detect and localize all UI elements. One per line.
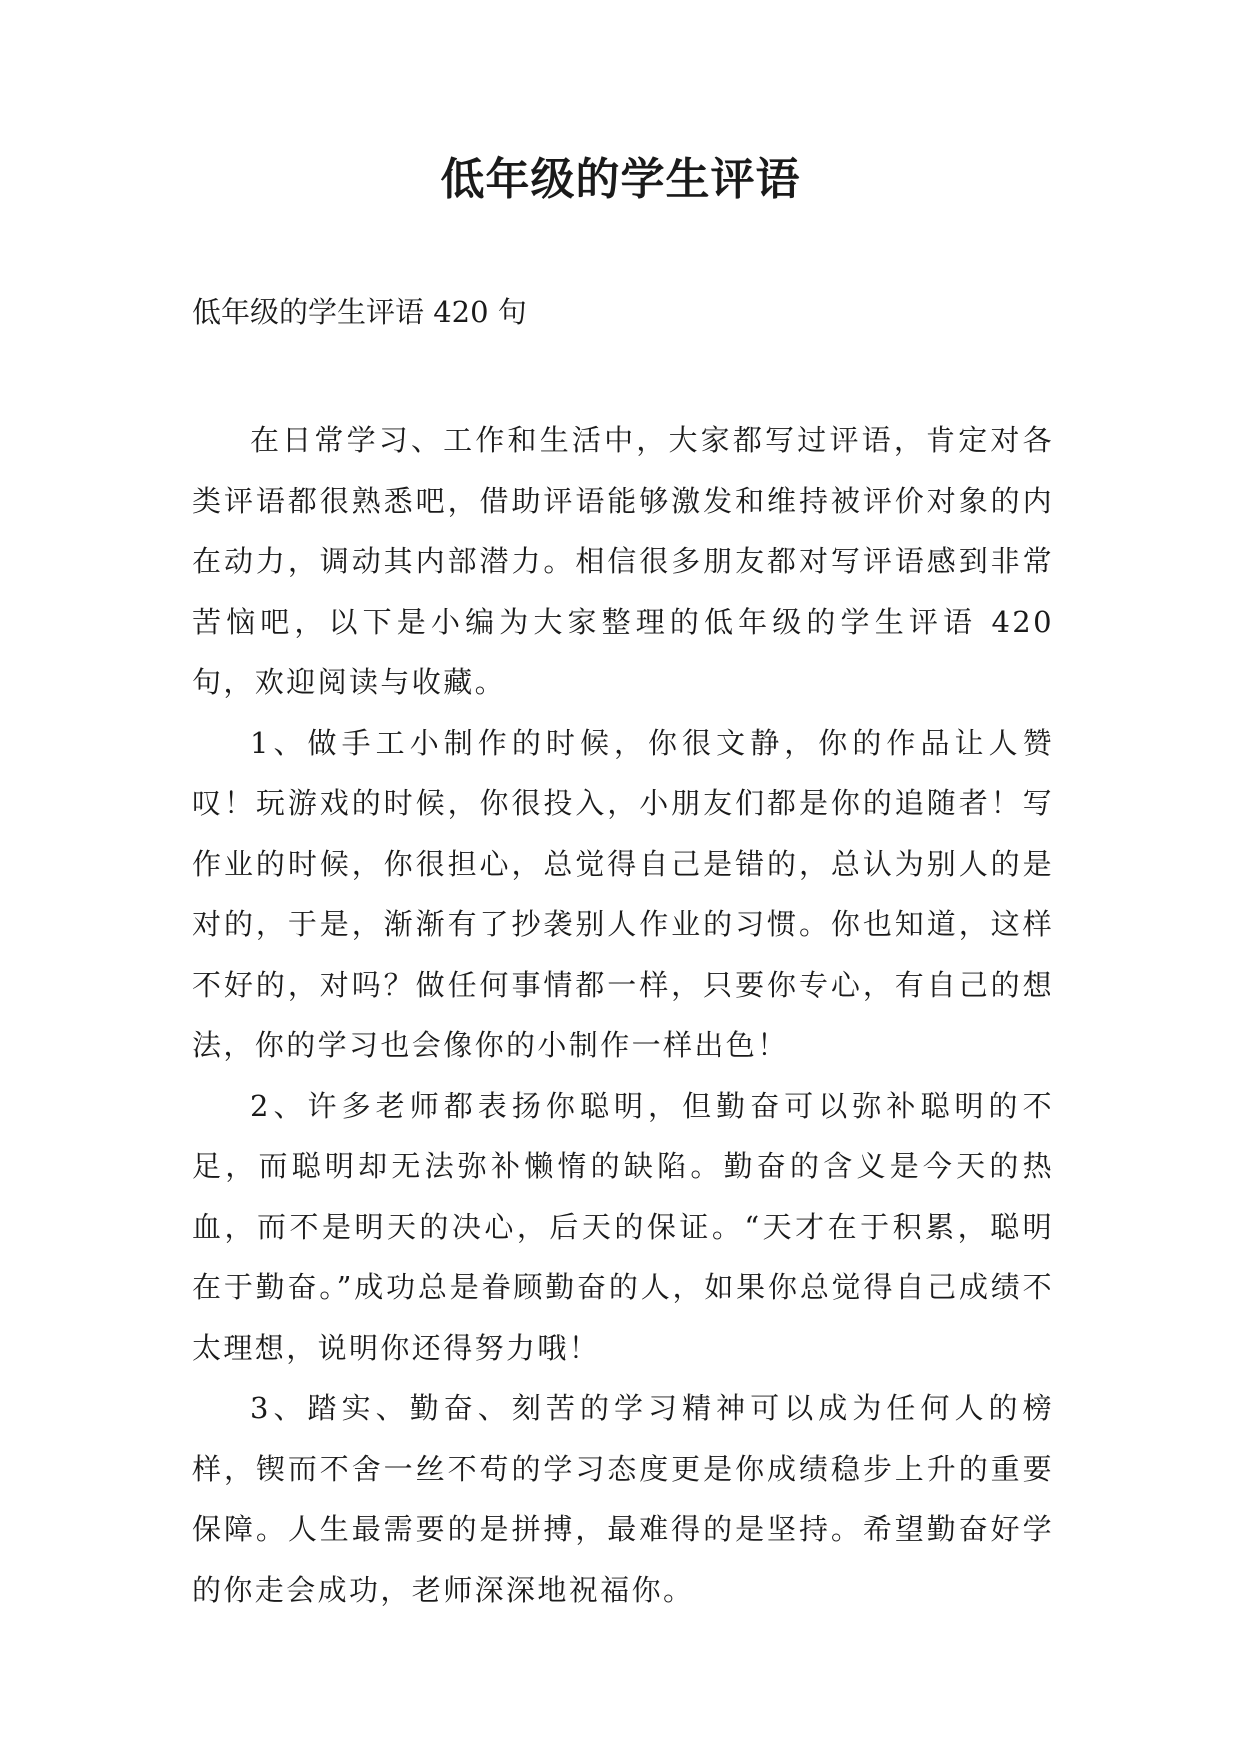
- comment-paragraph-2: 2、许多老师都表扬你聪明，但勤奋可以弥补聪明的不足，而聪明却无法弥补懒惰的缺陷。勤奋的含义是今天的热血，而不是明天的决心，后天的保证。“天才在于积累，聪明在于勤奋。”成功总是眷顾勤奋的人，如果你总觉得自己成绩不太理想，说明你还得努力哦！: [192, 1088, 1054, 1365]
- document-subtitle: 低年级的学生评语 420 句: [192, 295, 527, 329]
- comment-paragraph-1: 1、做手工小制作的时候，你很文静，你的作品让人赞叹！玩游戏的时候，你很投入，小朋友们都是你的追随者！写作业的时候，你很担心，总觉得自己是错的，总认为别人的是对的，于是，渐渐有了抄袭别人作业的习惯。你也知道，这样不好的，对吗？做任何事情都一样，只要你专心，有自己的想法，你的学习也会像你的小制作一样出色！: [192, 725, 1054, 1062]
- intro-paragraph: 在日常学习、工作和生活中，大家都写过评语，肯定对各类评语都很熟悉吧，借助评语能够激发和维持被评价对象的内在动力，调动其内部潜力。相信很多朋友都对写评语感到非常苦恼吧，以下是小编为大家整理的低年级的学生评语 420 句，欢迎阅读与收藏。: [192, 423, 1054, 699]
- comment-paragraph-3: 3、踏实、勤奋、刻苦的学习精神可以成为任何人的榜样，锲而不舍一丝不苟的学习态度更是你成绩稳步上升的重要保障。人生最需要的是拼搏，最难得的是坚持。希望勤奋好学的你走会成功，老师深深地祝福你。: [192, 1391, 1054, 1607]
- document-body: [192, 410, 1054, 1620]
- document-title: 低年级的学生评语: [440, 154, 801, 205]
